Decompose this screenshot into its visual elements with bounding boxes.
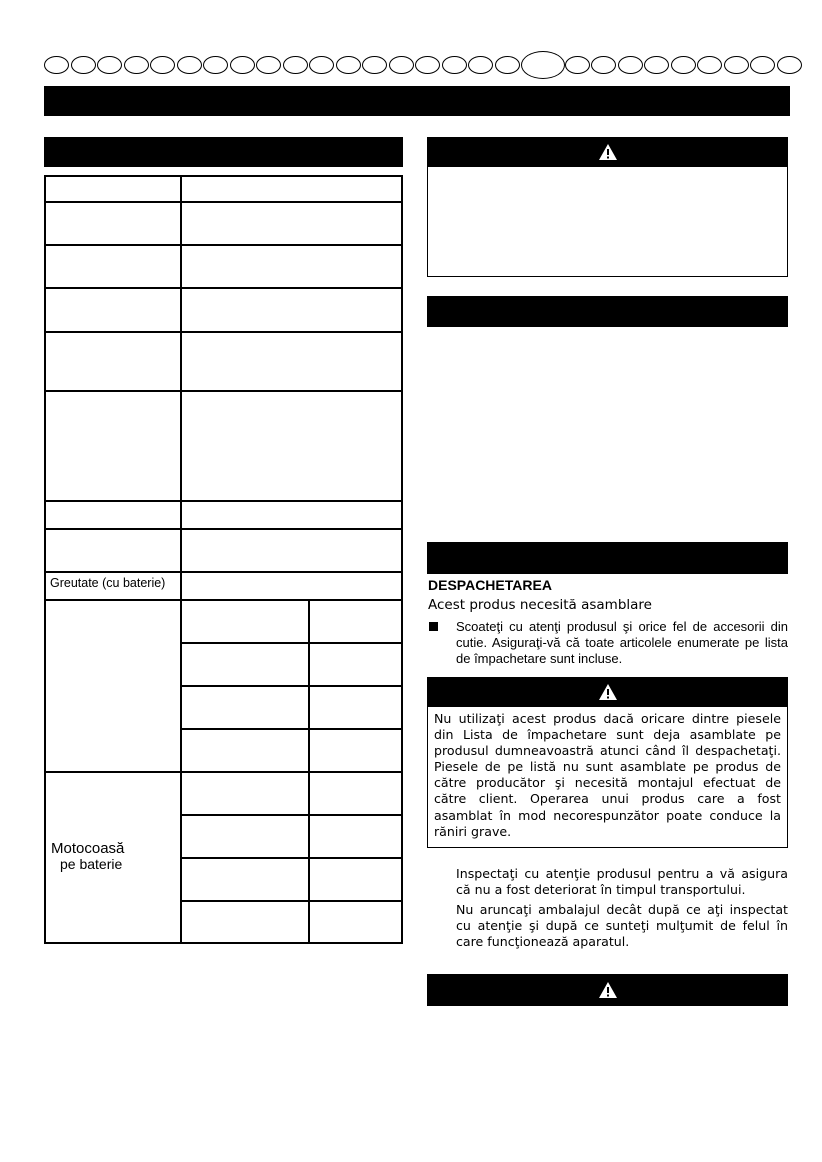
table-row-line: [46, 244, 401, 246]
section-bar-2: [427, 296, 788, 327]
page-tab-oval: [230, 56, 255, 74]
page-tab-oval: [283, 56, 308, 74]
page-tab-oval: [177, 56, 202, 74]
page-tab-oval: [256, 56, 281, 74]
unpacking-subheading: Acest produs necesită asamblare: [428, 597, 652, 613]
page-tab-oval: [44, 56, 69, 74]
table-subrow-line: [180, 814, 401, 816]
page-tab-oval: [724, 56, 749, 74]
page-tab-oval: [644, 56, 669, 74]
specs-header-bar: [44, 137, 403, 167]
page-tab-oval: [495, 56, 520, 74]
table-divider: [180, 177, 182, 942]
warning-icon: [598, 981, 618, 999]
table-row-line: [46, 390, 401, 392]
warning-box-2: [427, 707, 788, 848]
unpacking-bullet-text: Scoateţi cu atenţi produsul şi orice fel de accesorii din cutie. Asiguraţi-vă că toate articolele enumerate pe lista de împachetare sunt incluse.: [456, 619, 788, 666]
weight-label: Greutate (cu baterie): [50, 576, 166, 590]
page-tab-oval: [389, 56, 414, 74]
warning-box-1: [427, 167, 788, 277]
page-tab-oval: [671, 56, 696, 74]
table-row-line: [46, 771, 401, 773]
assembly-header-bar: [427, 542, 788, 574]
page-tab-strip: [44, 54, 790, 78]
page-tab-oval: [415, 56, 440, 74]
warning-header-1: [427, 137, 788, 167]
product-sub: pe baterie: [60, 856, 123, 872]
page-tab-oval: [697, 56, 722, 74]
spec-table: [44, 175, 403, 944]
page-tab-oval: [468, 56, 493, 74]
table-row-line: [46, 201, 401, 203]
table-row-line: [46, 287, 401, 289]
page-tab-oval: [442, 56, 467, 74]
page-tab-oval: [777, 56, 802, 74]
page-tab-oval: [203, 56, 228, 74]
packaging-paragraph: Nu aruncaţi ambalajul decât după ce aţi inspectat cu atenţie şi după ce sunteţi mulţumit de felul în care funcţionează aparatul.: [456, 902, 788, 949]
unpacking-heading: DESPACHETAREA: [428, 577, 552, 593]
page-tab-oval: [71, 56, 96, 74]
bullet-square: [429, 622, 438, 631]
page-tab-oval: [309, 56, 334, 74]
warning-icon: [598, 683, 618, 701]
table-row-line: [46, 500, 401, 502]
page-tab-oval: [336, 56, 361, 74]
page-tab-oval: [565, 56, 590, 74]
table-subrow-line: [180, 857, 401, 859]
warning-header-2: [427, 677, 788, 707]
warning-icon: [598, 143, 618, 161]
warning-header-3: [427, 974, 788, 1006]
table-row-line: [46, 331, 401, 333]
table-subrow-line: [180, 642, 401, 644]
page-tab-oval: [362, 56, 387, 74]
page-tab-oval: [618, 56, 643, 74]
table-row-line: [46, 571, 401, 573]
table-subrow-line: [180, 685, 401, 687]
page-tab-oval: [521, 51, 565, 79]
table-row-line: [46, 528, 401, 530]
page-tab-oval: [750, 56, 775, 74]
page-tab-oval: [124, 56, 149, 74]
product-name: Motocoasă: [51, 840, 125, 857]
inspect-paragraph: Inspectaţi cu atenţie produsul pentru a vă asigura că nu a fost deteriorat în timpul transportului.: [456, 866, 788, 897]
page-tab-oval: [97, 56, 122, 74]
table-subrow-line: [180, 900, 401, 902]
page-tab-oval: [591, 56, 616, 74]
table-subrow-line: [180, 728, 401, 730]
header-bar: [44, 86, 790, 116]
table-row-line: [46, 599, 401, 601]
warning-text: Nu utilizaţi acest produs dacă oricare dintre piesele din Lista de împachetare sunt deja asamblate pe produsul dumneavoastră atunci când îl despachetaţi. Piesele de pe listă nu sunt asamblate pe produs de către producător şi necesită montajul efectuat de către client. Operarea unui produs care a fost asamblat în mod necorespunzător poate conduce la răniri grave.: [434, 711, 781, 839]
page-tab-oval: [150, 56, 175, 74]
